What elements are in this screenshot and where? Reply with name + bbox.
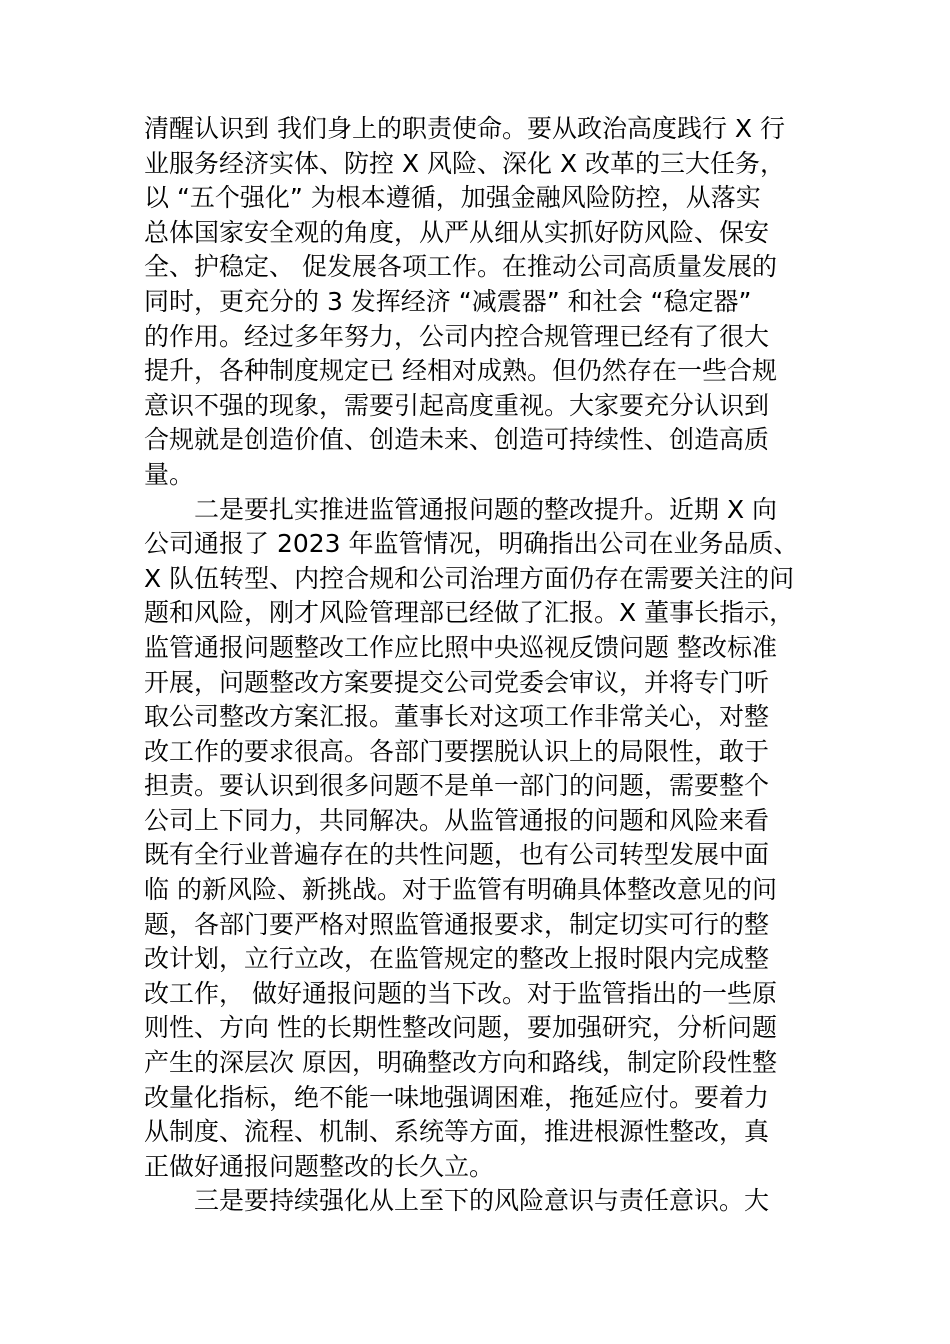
body-text (144, 112, 814, 1219)
text-line: 改工作的要求很高。各部门要摆脱认识上的局限性，敢于 (144, 736, 770, 766)
text-line: 担责。要认识到很多问题不是单一部门的问题，需要整个 (144, 771, 770, 801)
text-line: 公司上下同力，共同解决。从监管通报的问题和风险来看 (144, 805, 770, 835)
text-line: X 队伍转型、内控合规和公司治理方面仍存在需要关注的问 (144, 563, 795, 593)
text-line: 意识不强的现象，需要引起高度重视。大家要充分认识到 (144, 390, 770, 420)
text-line: 清醒认识到 我们身上的职责使命。要从政治高度践行 X 行 (144, 114, 785, 143)
text-line: 开展，问题整改方案要提交公司党委会审议，并将专门听 (144, 667, 770, 697)
text-line: 合规就是创造价值、创造未来、创造可持续性、创造高质 (144, 425, 770, 455)
text-line: 题，各部门要严格对照监管通报要求，制定切实可行的整 (144, 909, 770, 939)
text-line: 产生的深层次 原因，明确整改方向和路线，制定阶段性整 (144, 1048, 777, 1078)
text-line: 总体国家安全观的角度，从严从细从实抓好防风险、保安 (144, 217, 770, 247)
text-line: 全、护稳定、 促发展各项工作。在推动公司高质量发展的 (144, 252, 777, 282)
text-line: 公司通报了 2023 年监管情况，明确指出公司在业务品质、 (144, 529, 799, 559)
text-line: 取公司整改方案汇报。董事长对这项工作非常关心，对整 (144, 702, 770, 732)
text-line: 从制度、流程、机制、系统等方面，推进根源性整改，真 (144, 1117, 770, 1147)
text-line: 改工作， 做好通报问题的当下改。对于监管指出的一些原 (144, 978, 777, 1008)
text-line: 临 的新风险、新挑战。对于监管有明确具体整改意见的问 (144, 875, 777, 905)
paragraph-start-line: 二是要扎实推进监管通报问题的整改提升。近期 X 向 (194, 494, 778, 524)
text-line: 量。 (144, 459, 195, 489)
text-line: 既有全行业普遍存在的共性问题，也有公司转型发展中面 (144, 840, 770, 870)
text-line: 正做好通报问题整改的长久立。 (144, 1151, 495, 1181)
text-line: 则性、方向 性的长期性整改问题，要加强研究，分析问题 (144, 1013, 777, 1043)
text-line: 提升，各种制度规定已 经相对成熟。但仍然存在一些合规 (144, 356, 777, 386)
text-line: 的作用。经过多年努力，公司内控合规管理已经有了很大 (144, 321, 770, 351)
text-line: 改量化指标，绝不能一味地强调困难，拖延应付。要着力 (144, 1082, 770, 1112)
text-line: 业服务经济实体、防控 X 风险、深化 X 改革的三大任务， (144, 148, 786, 178)
text-line: 以 “五个强化” 为根本遵循，加强金融风险防控，从落实 (144, 183, 761, 213)
paragraph-start-line: 三是要持续强化从上至下的风险意识与责任意识。大 (194, 1186, 770, 1216)
text-line: 改计划，立行立改，在监管规定的整改上报时限内完成整 (144, 944, 770, 974)
text-line: 题和风险，刚才风险管理部已经做了汇报。X 董事长指示， (144, 598, 795, 628)
text-line: 监管通报问题整改工作应比照中央巡视反馈问题 整改标准 (144, 632, 777, 662)
text-line: 同时，更充分的 3 发挥经济 “减震器” 和社会 “稳定器” (144, 286, 752, 316)
